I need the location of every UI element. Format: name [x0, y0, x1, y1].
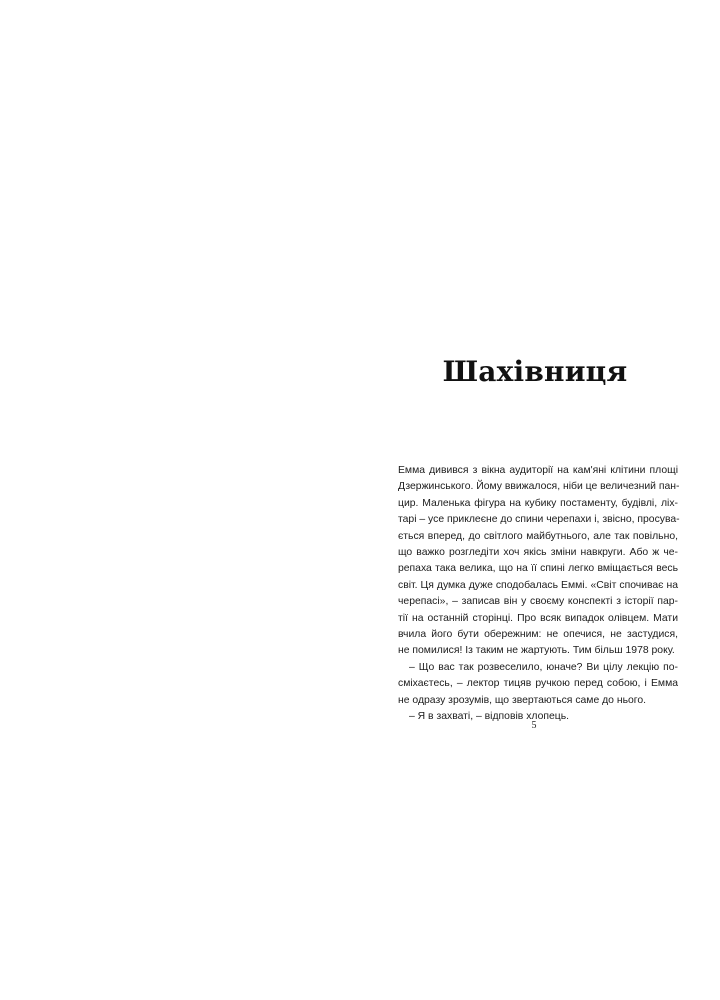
- text-line: – Що вас так розвеселило, юначе? Ви цілу лекцію по-: [409, 661, 678, 673]
- text-line: тії на останній сторінці. Про всяк випадок олівцем. Мати: [398, 612, 678, 624]
- text-line: сміхаєтесь, – лектор тицяв ручкою перед собою, і Емма: [398, 678, 678, 690]
- text-line: ється вперед, до світлого майбутнього, але так повільно,: [398, 530, 678, 542]
- text-line: цир. Маленька фігура на кубику постаменту, будівлі, ліх-: [398, 497, 678, 509]
- text-line: черепасі», – записав він у своєму конспекті з історії пар-: [398, 596, 678, 608]
- text-line: репаха така велика, що на її спині легко вміщається весь: [398, 563, 678, 575]
- text-line: що важко розгледіти хоч якісь зміни навкруги. Або ж че-: [398, 547, 678, 559]
- chapter-title: Шахівниця: [442, 355, 628, 388]
- text-line: світ. Ця думка дуже сподобалась Еммі. «Світ спочиває на: [398, 579, 678, 591]
- text-line: вчила його бути обережним: не опечися, не застудися,: [398, 629, 678, 641]
- text-line: Дзержинського. Йому ввижалося, ніби це величезний пан-: [398, 481, 680, 493]
- chapter-body-text: [398, 463, 678, 726]
- text-line: не одразу зрозумів, що звертаються саме до нього.: [398, 694, 646, 706]
- text-line: тарі – усе приклеєне до спини черепахи і, звісно, просува-: [398, 514, 680, 526]
- text-line: не помилися! Із таким не жартують. Тим більш 1978 року.: [398, 645, 675, 657]
- text-line: – Я в захваті, – відповів хлопець.: [409, 711, 570, 723]
- text-line: Емма дивився з вікна аудиторії на кам'яні клітини площі: [398, 465, 678, 476]
- page-number: 5: [531, 720, 537, 731]
